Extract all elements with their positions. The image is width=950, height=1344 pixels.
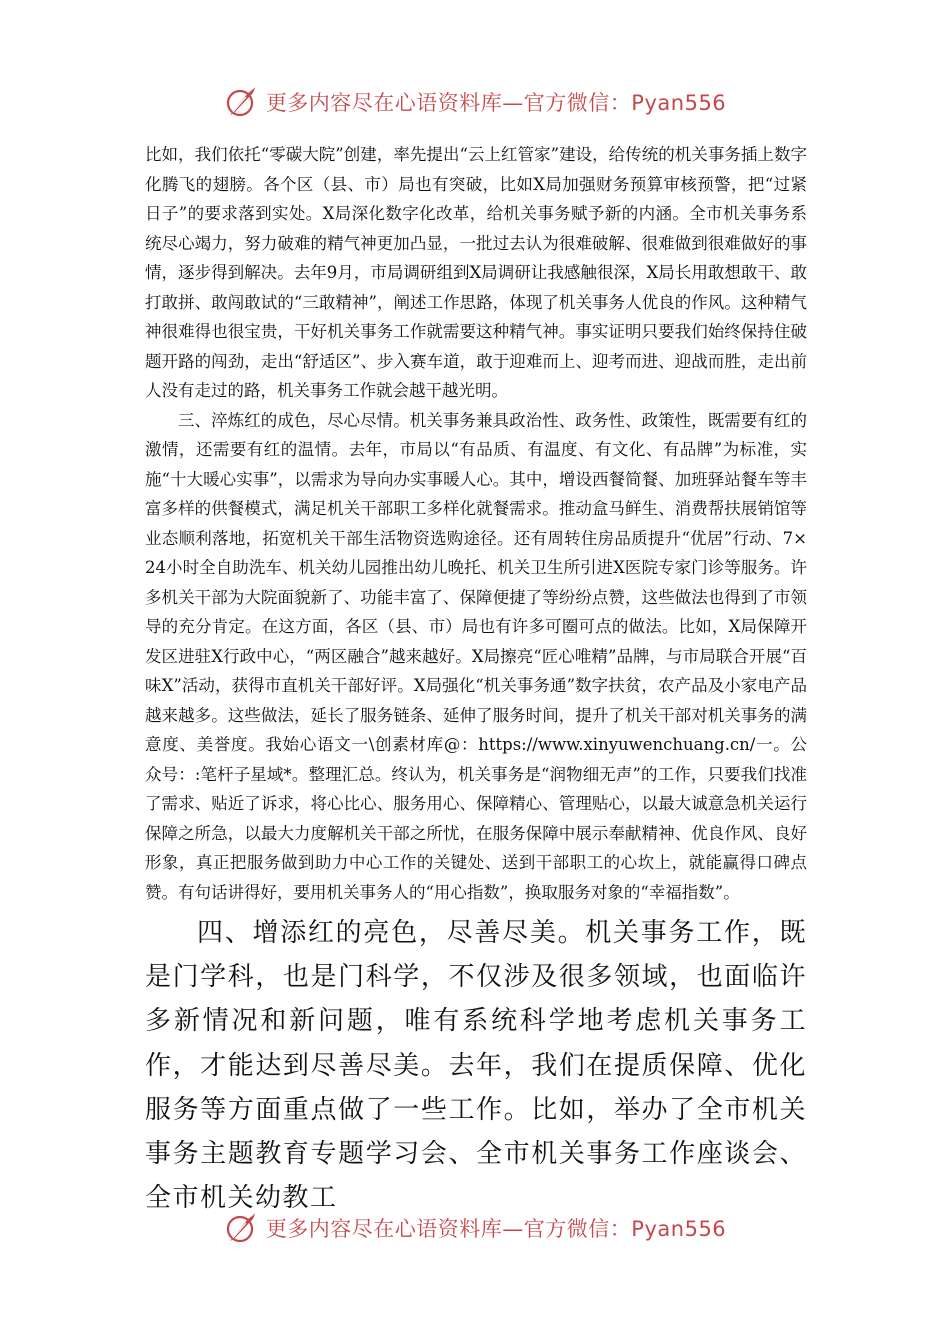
document-body	[145, 140, 807, 1220]
footer-watermark-banner	[0, 1208, 950, 1248]
banner-text: 更多内容尽在心语资料库—官方微信：Pyan556	[265, 91, 727, 115]
quill-in-circle-logo-icon	[224, 1211, 258, 1245]
banner-text: 更多内容尽在心语资料库—官方微信：Pyan556	[265, 1217, 727, 1241]
quill-in-circle-logo-icon	[224, 85, 258, 119]
header-watermark-banner	[0, 82, 950, 122]
paragraph-continuation: 比如，我们依托“零碳大院”创建，率先提出“云上红管家”建设，给传统的机关事务插上数字化腾飞的翅膀。各个区（县、市）局也有突破，比如X局加强财务预算审核预警，把“过紧日子”的要求落到实处。X局深化数字化改革，给机关事务赋予新的内涵。全市机关事务系统尽心竭力，努力破难的精气神更加凸显，一批过去认为很难破解、很难做到很难做好的事情，逐步得到解决。去年9月，市局调研组到X局调研让我感触很深，X局长用敢想敢干、敢打敢拼、敢闯敢试的“三敢精神”，阐述工作思路，体现了机关事务人优良的作风。这种精气神很难得也很宝贵，干好机关事务工作就需要这种精气神。事实证明只要我们始终保持住破题开路的闯劲，走出“舒适区”、步入赛车道，敢于迎难而上、迎考而进、迎战而胜，走出前人没有走过的路，机关事务工作就会越干越光明。	[145, 145, 807, 400]
paragraph-section-three: 三、淬炼红的成色，尽心尽情。机关事务兼具政治性、政务性、政策性，既需要有红的激情，还需要有红的温情。去年，市局以“有品质、有温度、有文化、有品牌”为标准，实施“十大暖心实事”，以需求为导向办实事暖人心。其中，增设西餐简餐、加班驿站餐车等丰富多样的供餐模式，满足机关干部职工多样化就餐需求。推动盒马鲜生、消费帮扶展销馆等业态顺利落地，拓宽机关干部生活物资选购途径。还有周转住房品质提升“优居”行动、7×24小时全自助洗车、机关幼儿园推出幼儿晚托、机关卫生所引进X医院专家门诊等服务。许多机关干部为大院面貌新了、功能丰富了、保障便捷了等纷纷点赞，这些做法也得到了市领导的充分肯定。在这方面，各区（县、市）局也有许多可圈可点的做法。比如，X局保障开发区进驻X行政中心，“两区融合”越来越好。X局擦亮“匠心唯精”品牌，与市局联合开展“百味X”活动，获得市直机关干部好评。X局强化“机关事务通”数字扶贫，农产品及小家电产品越来越多。这些做法，延长了服务链条、延伸了服务时间，提升了机关干部对机关事务的满意度、美誉度。我始心语文一\创素材库@：https://www.xinyuwenchuang.cn/一。公众号：:笔杆子星域*。整理汇总。终认为，机关事务是“润物细无声”的工作，只要我们找准了需求、贴近了诉求，将心比心、服务用心、保障精心、管理贴心，以最大诚意急机关运行保障之所急，以最大力度解机关干部之所忧，在服务保障中展示奉献精神、优良作风、良好形象，真正把服务做到助力中心工作的关键处、送到干部职工的心坎上，就能赢得口碑点赞。有句话讲得好，要用机关事务人的“用心指数”，换取服务对象的“幸福指数”。	[145, 410, 807, 902]
paragraph-section-four: 四、增添红的亮色，尽善尽美。机关事务工作，既是门学科，也是门科学，不仅涉及很多领域，也面临许多新情况和新问题，唯有系统科学地考虑机关事务工作，才能达到尽善尽美。去年，我们在提质保障、优化服务等方面重点做了一些工作。比如，举办了全市机关事务主题教育专题学习会、全市机关事务工作座谈会、全市机关幼教工	[145, 918, 807, 1214]
